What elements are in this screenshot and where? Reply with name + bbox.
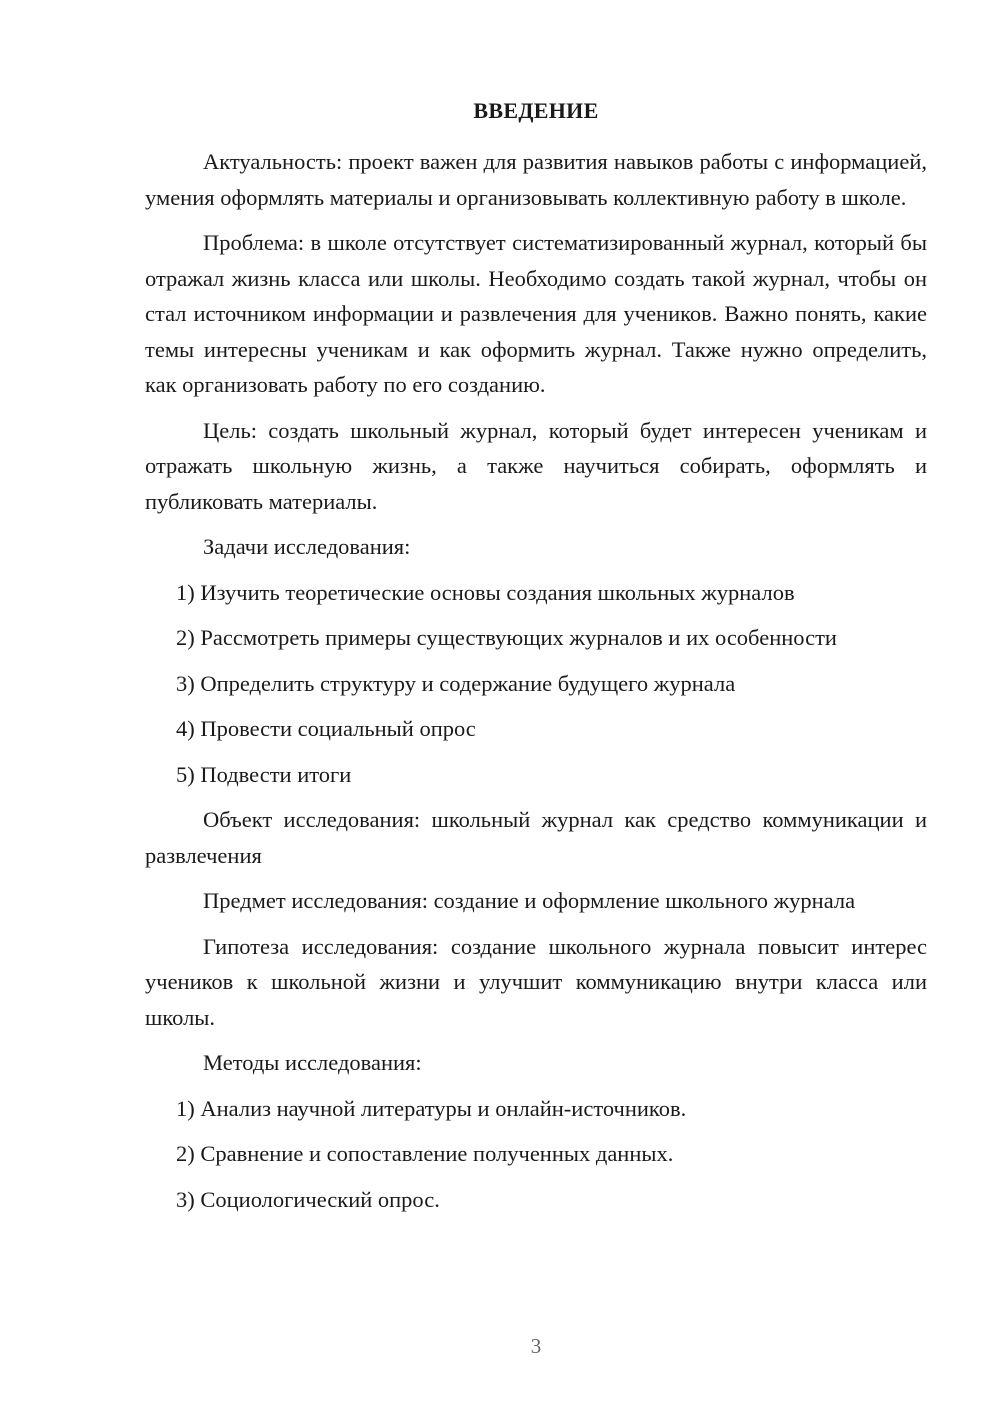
tasks-heading: Задачи исследования: — [203, 534, 411, 559]
body-text — [145, 144, 927, 1227]
problem-paragraph: Проблема: в школе отсутствует систематизированный журнал, который бы отражал жизнь класса или школы. Необходимо создать такой журнал, чтобы он стал источником информации и развлечения для учеников. Важно понять, какие темы интересны ученикам и как оформить журнал. Также нужно определить, как организовать работу по его созданию. — [145, 230, 927, 397]
object-paragraph: Объект исследования: школьный журнал как средство коммуникации и развлечения — [145, 807, 927, 868]
list-item: 1) Изучить теоретические основы создания школьных журналов — [176, 579, 795, 605]
page-number: 3 — [530, 1334, 542, 1358]
section-title: ВВЕДЕНИЕ — [473, 98, 599, 123]
hypothesis-paragraph: Гипотеза исследования: создание школьного журнала повысит интерес учеников к школьной жизни и улучшит коммуникацию внутри класса или школы. — [145, 933, 927, 1030]
list-item: 4) Провести социальный опрос — [176, 716, 476, 741]
tasks-list — [145, 575, 927, 793]
list-item: 1) Анализ научной литературы и онлайн-источников. — [176, 1095, 687, 1121]
goal-paragraph: Цель: создать школьный журнал, который будет интересен ученикам и отражать школьную жизнь, а также научиться собирать, оформлять и публиковать материалы. — [145, 417, 927, 514]
list-item: 2) Рассмотреть примеры существующих журналов и их особенности — [176, 625, 837, 650]
list-item: 3) Определить структуру и содержание будущего журнала — [176, 670, 736, 696]
relevance-paragraph: Актуальность: проект важен для развития навыков работы с информацией, умения оформлять материалы и организовывать коллективную работу в школе. — [145, 149, 927, 210]
list-item: 3) Социологический опрос. — [176, 1186, 440, 1212]
subject-paragraph: Предмет исследования: создание и оформление школьного журнала — [203, 888, 856, 913]
list-item: 5) Подвести итоги — [176, 761, 352, 787]
list-item: 2) Сравнение и сопоставление полученных данных. — [176, 1141, 674, 1166]
methods-list — [145, 1091, 927, 1218]
methods-heading: Методы исследования: — [203, 1050, 422, 1075]
